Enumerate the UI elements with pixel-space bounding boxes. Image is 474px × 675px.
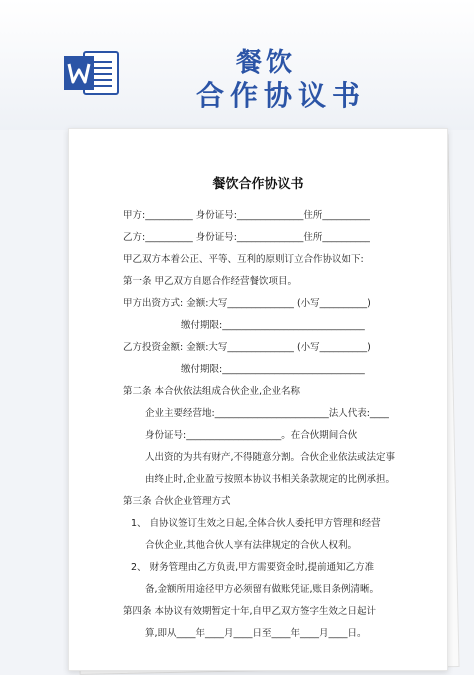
header-title-line1: 餐饮 — [236, 48, 297, 78]
party-a-payment-deadline: 缴付期限:______________________________ — [181, 320, 365, 331]
party-b-line: 乙方:__________ 身份证号:______________住所__________ — [123, 232, 370, 243]
article-2-line3: 身份证号:____________________。在合伙期间合伙 — [145, 430, 358, 441]
article-1: 第一条 甲乙双方自愿合作经营餐饮项目。 — [123, 276, 298, 287]
party-a-line: 甲方:__________ 身份证号:______________住所__________ — [123, 210, 370, 221]
party-b-payment-deadline: 缴付期限:______________________________ — [181, 364, 365, 375]
article-4-cont: 算,即从____年____月____日至____年____月____日。 — [145, 628, 367, 639]
party-b-investment: 乙方投资金额: 金额:大写______________ (小写__________) — [123, 342, 371, 353]
document-page — [68, 128, 448, 671]
article-2: 第二条 本合伙依法组成合伙企业,企业名称 — [123, 386, 301, 397]
article-3-item1: 1、 自协议签订生效之日起,全体合伙人委托甲方管理和经营 — [131, 518, 381, 529]
article-3-item2-cont: 备,金额所用途径甲方必须留有做账凭证,账目条例清晰。 — [145, 584, 380, 595]
article-2-line5: 由终止时,企业盈亏按照本协议书相关条款规定的比例承担。 — [145, 474, 396, 485]
document-title: 餐饮合作协议书 — [212, 177, 304, 192]
article-3: 第三条 合伙企业管理方式 — [123, 496, 231, 507]
article-2-line4: 人出资的为共有财产,不得随意分割。合伙企业依法或法定事 — [145, 452, 396, 463]
article-3-item1-cont: 合伙企业,其他合伙人享有法律规定的合伙人权利。 — [145, 540, 358, 551]
agreement-intro: 甲乙双方本着公正、平等、互利的原则订立合作协议如下: — [123, 254, 364, 265]
word-icon — [62, 48, 122, 98]
party-a-investment: 甲方出资方式: 金额:大写______________ (小写__________) — [123, 298, 371, 309]
article-2-line2: 企业主要经营地:________________________法人代表:____ — [145, 408, 389, 419]
article-3-item2: 2、 财务管理由乙方负责,甲方需要资金时,提前通知乙方准 — [131, 562, 375, 573]
header-title-line2: 合作协议书 — [196, 79, 367, 112]
article-4: 第四条 本协议有效期暂定十年,自甲乙双方签字生效之日起计 — [123, 606, 377, 617]
